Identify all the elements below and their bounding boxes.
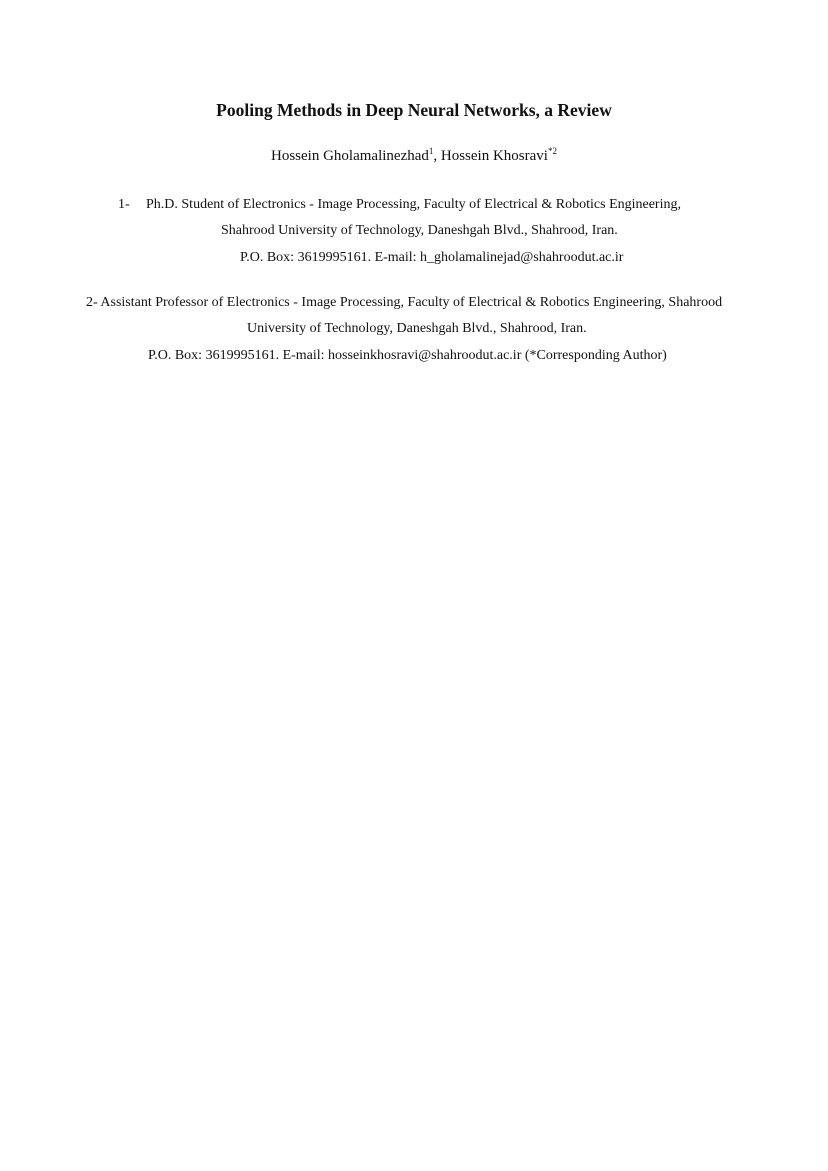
author-line [0,146,828,166]
affiliation-2-line-1: 2- Assistant Professor of Electronics - Image Processing, Faculty of Electrical & Robotics Engineering, Shahrood [86,295,723,310]
affiliation-1-text: Ph.D. Student of Electronics - Image Processing, Faculty of Electrical & Robotics Engineering, [146,197,681,212]
affiliation-2-line-2: University of Technology, Daneshgah Blvd., Shahrood, Iran. [247,321,587,336]
affiliation-1-number: 1- [118,197,130,212]
author-2-name: Hossein Khosravi [440,148,548,164]
author-1-affiliation-mark: 1 [428,146,434,156]
affiliation-1-line-1 [118,196,681,214]
affiliation-2-contact: P.O. Box: 3619995161. E-mail: hosseinkhosravi@shahroodut.ac.ir (*Corresponding Author) [148,348,667,363]
author-separator: , [433,148,441,164]
paper-title: Pooling Methods in Deep Neural Networks, a Review [216,100,612,120]
author-1-name: Hossein Gholamalinezhad [271,148,429,164]
author-2-affiliation-mark: *2 [547,146,557,156]
affiliation-1-contact: P.O. Box: 3619995161. E-mail: h_gholamalinejad@shahroodut.ac.ir [240,250,624,265]
affiliation-1-line-2: Shahrood University of Technology, Daneshgah Blvd., Shahrood, Iran. [221,223,618,238]
